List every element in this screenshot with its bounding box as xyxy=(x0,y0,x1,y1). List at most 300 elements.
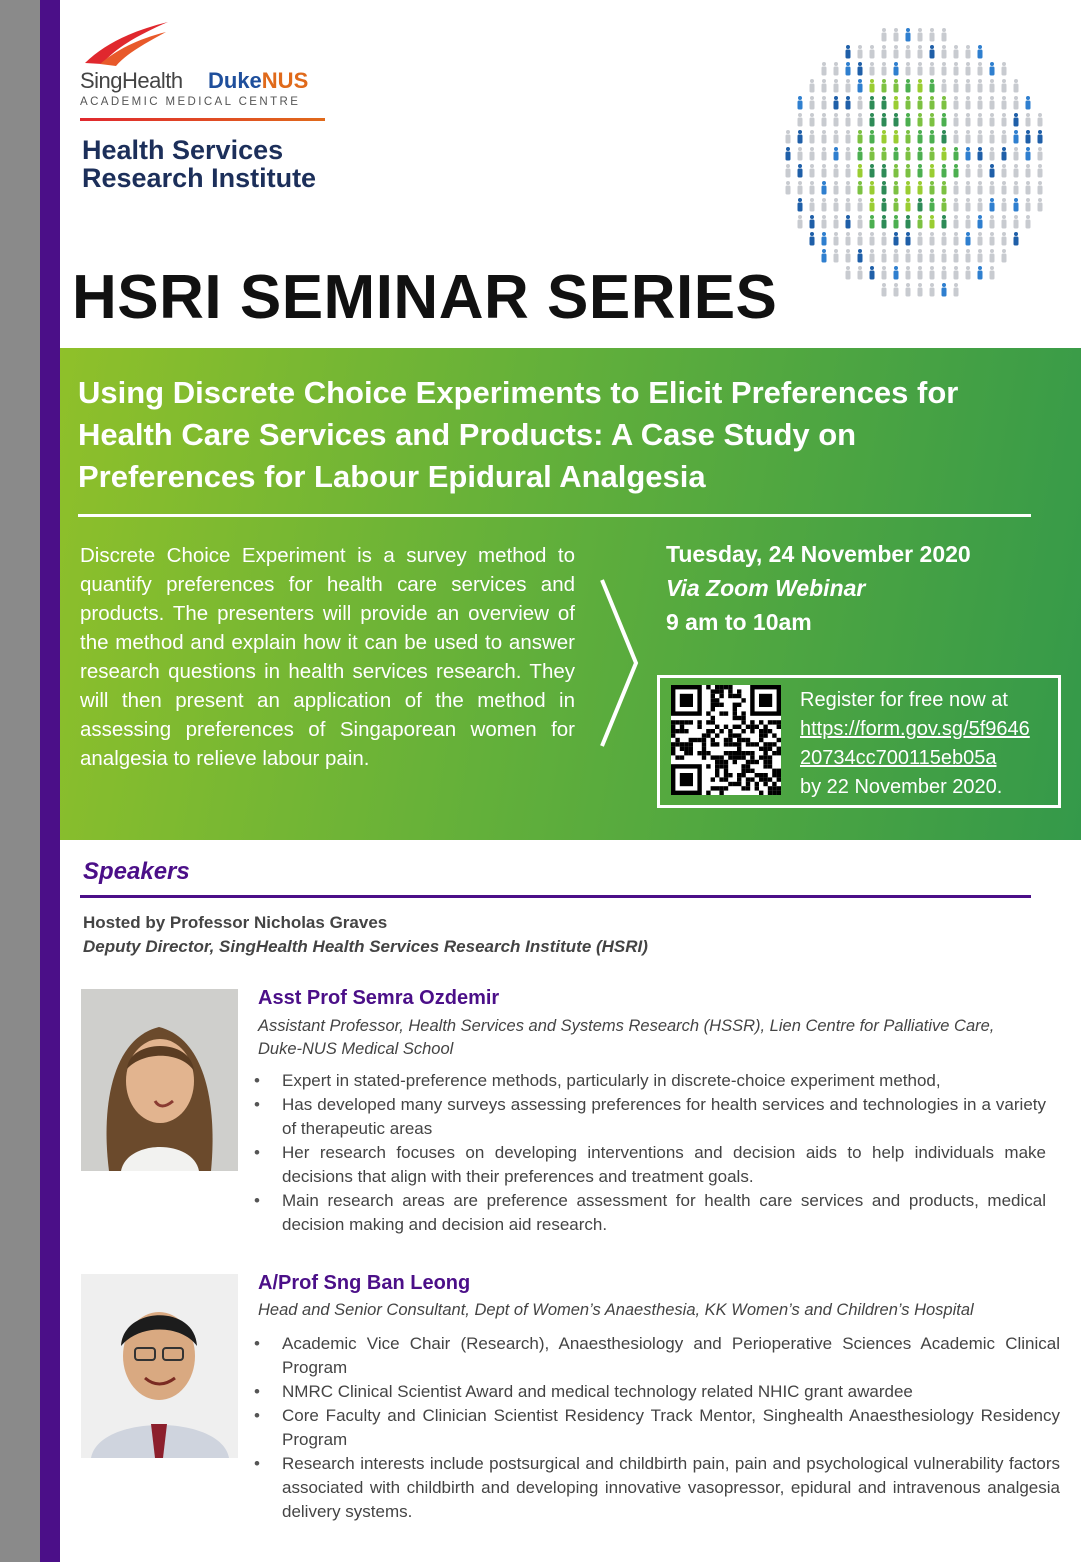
person-figure xyxy=(882,283,887,297)
person-figure xyxy=(918,215,923,229)
person-figure xyxy=(942,232,947,246)
person-figure xyxy=(846,249,851,263)
person-figure xyxy=(798,164,803,178)
person-figure xyxy=(858,232,863,246)
person-figure xyxy=(846,96,851,110)
person-figure xyxy=(954,181,959,195)
person-figure xyxy=(1002,164,1007,178)
speaker-bullets xyxy=(254,1332,1060,1524)
person-figure xyxy=(846,198,851,212)
person-figure xyxy=(906,164,911,178)
person-figure xyxy=(894,45,899,59)
person-figure xyxy=(882,164,887,178)
academic-medical-centre-label: ACADEMIC MEDICAL CENTRE xyxy=(80,96,301,108)
speakers-heading: Speakers xyxy=(83,858,190,885)
person-figure xyxy=(930,45,935,59)
person-figure xyxy=(834,130,839,144)
person-figure xyxy=(942,130,947,144)
person-figure xyxy=(810,147,815,161)
person-figure xyxy=(954,232,959,246)
person-figure xyxy=(906,79,911,93)
person-figure xyxy=(798,215,803,229)
person-figure xyxy=(918,45,923,59)
person-figure xyxy=(1002,249,1007,263)
person-figure xyxy=(894,113,899,127)
person-figure xyxy=(978,96,983,110)
person-figure xyxy=(978,45,983,59)
person-figure xyxy=(918,198,923,212)
person-figure xyxy=(870,232,875,246)
person-figure xyxy=(942,283,947,297)
person-figure xyxy=(870,79,875,93)
person-figure xyxy=(846,79,851,93)
person-figure xyxy=(834,147,839,161)
person-figure xyxy=(870,62,875,76)
people-circle-graphic xyxy=(780,22,1052,302)
person-figure xyxy=(846,164,851,178)
person-figure xyxy=(918,130,923,144)
person-figure xyxy=(1002,62,1007,76)
person-figure xyxy=(894,147,899,161)
person-figure xyxy=(990,79,995,93)
person-figure xyxy=(966,62,971,76)
person-figure xyxy=(882,96,887,110)
person-figure xyxy=(882,249,887,263)
person-figure xyxy=(882,266,887,280)
person-figure xyxy=(930,283,935,297)
person-figure xyxy=(930,215,935,229)
person-figure xyxy=(786,147,791,161)
person-figure xyxy=(918,249,923,263)
person-figure xyxy=(906,28,911,42)
person-figure xyxy=(906,147,911,161)
person-figure xyxy=(834,164,839,178)
person-figure xyxy=(978,113,983,127)
person-figure xyxy=(1026,113,1031,127)
person-figure xyxy=(906,62,911,76)
person-figure xyxy=(966,181,971,195)
person-figure xyxy=(822,113,827,127)
person-figure xyxy=(882,215,887,229)
person-figure xyxy=(978,79,983,93)
person-figure xyxy=(1014,232,1019,246)
person-figure xyxy=(810,232,815,246)
person-figure xyxy=(858,147,863,161)
person-figure xyxy=(990,62,995,76)
person-figure xyxy=(822,96,827,110)
person-figure xyxy=(906,215,911,229)
person-figure xyxy=(942,113,947,127)
person-figure xyxy=(858,181,863,195)
person-figure xyxy=(882,181,887,195)
chevron-right-icon xyxy=(596,576,642,750)
list-item: • Expert in stated-preference methods, particularly in discrete-choice experiment method, xyxy=(254,1069,1046,1093)
person-figure xyxy=(930,62,935,76)
person-figure xyxy=(930,130,935,144)
person-figure xyxy=(954,198,959,212)
person-figure xyxy=(942,266,947,280)
person-figure xyxy=(1026,147,1031,161)
person-figure xyxy=(798,198,803,212)
person-figure xyxy=(846,130,851,144)
person-figure xyxy=(786,181,791,195)
person-figure xyxy=(906,198,911,212)
person-figure xyxy=(930,96,935,110)
person-figure xyxy=(966,113,971,127)
person-figure xyxy=(918,283,923,297)
person-figure xyxy=(1026,215,1031,229)
person-figure xyxy=(882,62,887,76)
person-figure xyxy=(870,96,875,110)
person-figure xyxy=(858,164,863,178)
list-item: • Academic Vice Chair (Research), Anaesthesiology and Perioperative Sciences Academic Clinical Program xyxy=(254,1332,1060,1380)
person-figure xyxy=(1014,96,1019,110)
person-figure xyxy=(918,164,923,178)
person-figure xyxy=(870,147,875,161)
person-figure xyxy=(846,266,851,280)
person-figure xyxy=(870,249,875,263)
person-figure xyxy=(858,130,863,144)
speaker-name: A/Prof Sng Ban Leong xyxy=(258,1272,471,1294)
person-figure xyxy=(834,96,839,110)
person-figure xyxy=(930,249,935,263)
speaker-photo-ozdemir xyxy=(81,989,238,1171)
person-figure xyxy=(930,181,935,195)
person-figure xyxy=(1002,96,1007,110)
person-figure xyxy=(822,62,827,76)
person-figure xyxy=(966,215,971,229)
person-figure xyxy=(990,147,995,161)
person-figure xyxy=(1038,198,1043,212)
person-figure xyxy=(798,181,803,195)
person-figure xyxy=(990,113,995,127)
person-figure xyxy=(990,164,995,178)
person-figure xyxy=(942,79,947,93)
person-figure xyxy=(930,113,935,127)
person-figure xyxy=(942,181,947,195)
person-figure xyxy=(954,164,959,178)
speaker-role: Assistant Professor, Health Services and Systems Research (HSSR), Lien Centre for Palliative Care, Duke-NUS Medical School xyxy=(258,1017,995,1058)
person-figure xyxy=(966,45,971,59)
person-figure xyxy=(894,62,899,76)
register-link-part2[interactable]: 20734cc700115eb05a xyxy=(800,747,997,769)
person-figure xyxy=(918,232,923,246)
person-figure xyxy=(870,181,875,195)
person-figure xyxy=(954,249,959,263)
person-figure xyxy=(870,130,875,144)
person-figure xyxy=(894,249,899,263)
person-figure xyxy=(882,113,887,127)
person-figure xyxy=(930,164,935,178)
person-figure xyxy=(894,215,899,229)
person-figure xyxy=(846,45,851,59)
person-figure xyxy=(1038,181,1043,195)
person-figure xyxy=(810,113,815,127)
person-figure xyxy=(894,96,899,110)
person-figure xyxy=(918,113,923,127)
person-figure xyxy=(942,198,947,212)
person-figure xyxy=(810,96,815,110)
person-figure xyxy=(846,181,851,195)
person-figure xyxy=(1026,198,1031,212)
person-figure xyxy=(990,215,995,229)
person-figure xyxy=(966,164,971,178)
person-figure xyxy=(894,283,899,297)
person-figure xyxy=(798,130,803,144)
person-figure xyxy=(978,130,983,144)
person-figure xyxy=(942,215,947,229)
list-item: • NMRC Clinical Scientist Award and medical technology related NHIC grant awardee xyxy=(254,1380,1060,1404)
person-figure xyxy=(834,249,839,263)
person-figure xyxy=(810,164,815,178)
list-item: • Main research areas are preference assessment for health care services and products, medical decision making and decision aid research. xyxy=(254,1189,1046,1237)
list-item: • Her research focuses on developing interventions and decision aids to help individuals make decisions that align with their preferences and treatment goals. xyxy=(254,1141,1046,1189)
list-item: • Research interests include postsurgical and childbirth pain, pain and psychological vulnerability factors associated with childbirth and developing innovative vasopressor, epidural and intravenous analgesia delivery systems. xyxy=(254,1452,1060,1524)
person-figure xyxy=(918,181,923,195)
person-figure xyxy=(990,266,995,280)
qr-code-icon[interactable] xyxy=(671,685,781,795)
person-figure xyxy=(858,249,863,263)
person-figure xyxy=(822,249,827,263)
person-figure xyxy=(1002,215,1007,229)
event-venue: Via Zoom Webinar xyxy=(666,575,866,601)
person-figure xyxy=(978,147,983,161)
person-figure xyxy=(1026,164,1031,178)
person-figure xyxy=(1014,164,1019,178)
singhealth-swoosh-logo xyxy=(80,18,170,68)
person-figure xyxy=(954,96,959,110)
person-figure xyxy=(930,198,935,212)
person-figure xyxy=(798,96,803,110)
person-figure xyxy=(918,28,923,42)
person-figure xyxy=(1026,181,1031,195)
person-figure xyxy=(930,147,935,161)
person-figure xyxy=(942,28,947,42)
singhealth-wordmark: SingHealth xyxy=(80,68,183,93)
person-figure xyxy=(978,249,983,263)
person-figure xyxy=(810,130,815,144)
person-figure xyxy=(930,79,935,93)
person-figure xyxy=(966,232,971,246)
event-time: 9 am to 10am xyxy=(666,609,812,635)
person-figure xyxy=(1038,113,1043,127)
person-figure xyxy=(870,215,875,229)
person-figure xyxy=(966,96,971,110)
institute-name: Health Services Research Institute xyxy=(82,135,317,193)
person-figure xyxy=(930,232,935,246)
person-figure xyxy=(954,147,959,161)
person-figure xyxy=(1002,147,1007,161)
person-figure xyxy=(798,113,803,127)
person-figure xyxy=(1038,147,1043,161)
person-figure xyxy=(846,147,851,161)
person-figure xyxy=(918,62,923,76)
person-figure xyxy=(954,79,959,93)
person-figure xyxy=(882,232,887,246)
left-purple-stripe xyxy=(40,0,60,1562)
person-figure xyxy=(1038,164,1043,178)
person-figure xyxy=(858,79,863,93)
person-figure xyxy=(906,113,911,127)
band-divider xyxy=(78,514,1031,517)
list-item: • Has developed many surveys assessing preferences for health services and technologies in a variety of therapeutic areas xyxy=(254,1093,1046,1141)
person-figure xyxy=(990,96,995,110)
person-figure xyxy=(990,181,995,195)
person-figure xyxy=(966,266,971,280)
person-figure xyxy=(834,181,839,195)
person-figure xyxy=(870,45,875,59)
speaker-role: Head and Senior Consultant, Dept of Women’s Anaesthesia, KK Women’s and Children’s Hospital xyxy=(258,1301,974,1319)
registration-info xyxy=(800,686,1056,802)
person-figure xyxy=(990,232,995,246)
person-figure xyxy=(954,283,959,297)
speaker-bullets xyxy=(254,1069,1046,1237)
person-figure xyxy=(870,266,875,280)
person-figure xyxy=(834,113,839,127)
event-date: Tuesday, 24 November 2020 xyxy=(666,541,971,567)
person-figure xyxy=(846,113,851,127)
person-figure xyxy=(822,130,827,144)
person-figure xyxy=(1002,130,1007,144)
person-figure xyxy=(894,232,899,246)
person-figure xyxy=(894,266,899,280)
person-figure xyxy=(1014,130,1019,144)
person-figure xyxy=(954,130,959,144)
person-figure xyxy=(882,130,887,144)
person-figure xyxy=(1014,79,1019,93)
person-figure xyxy=(942,147,947,161)
person-figure xyxy=(990,249,995,263)
person-figure xyxy=(978,164,983,178)
person-figure xyxy=(978,181,983,195)
person-figure xyxy=(786,164,791,178)
person-figure xyxy=(822,215,827,229)
person-figure xyxy=(918,96,923,110)
person-figure xyxy=(810,79,815,93)
person-figure xyxy=(978,232,983,246)
person-figure xyxy=(846,232,851,246)
person-figure xyxy=(954,113,959,127)
person-figure xyxy=(978,62,983,76)
person-figure xyxy=(882,45,887,59)
logo-divider xyxy=(80,118,325,121)
person-figure xyxy=(966,198,971,212)
person-figure xyxy=(1038,130,1043,144)
seminar-topic: Using Discrete Choice Experiments to Elicit Preferences for Health Care Services and Products: A Case Study on Preferences for Labour Epidural Analgesia xyxy=(78,375,959,494)
person-figure xyxy=(858,266,863,280)
person-figure xyxy=(990,130,995,144)
register-link-part1[interactable]: https://form.gov.sg/5f9646 xyxy=(800,718,1030,740)
person-figure xyxy=(906,266,911,280)
person-figure xyxy=(978,266,983,280)
person-figure xyxy=(966,79,971,93)
person-figure xyxy=(1014,215,1019,229)
person-figure xyxy=(1002,232,1007,246)
person-figure xyxy=(942,45,947,59)
person-figure xyxy=(930,266,935,280)
register-deadline: by 22 November 2020. xyxy=(800,776,1003,798)
person-figure xyxy=(834,215,839,229)
person-figure xyxy=(1014,147,1019,161)
person-figure xyxy=(870,164,875,178)
person-figure xyxy=(858,62,863,76)
person-figure xyxy=(978,198,983,212)
person-figure xyxy=(894,130,899,144)
person-figure xyxy=(942,249,947,263)
person-figure xyxy=(822,181,827,195)
page-title: HSRI SEMINAR SERIES xyxy=(72,263,778,332)
person-figure xyxy=(858,45,863,59)
person-figure xyxy=(1002,181,1007,195)
person-figure xyxy=(882,28,887,42)
person-figure xyxy=(882,198,887,212)
person-figure xyxy=(1014,198,1019,212)
dukenus-wordmark: DukeNUS xyxy=(208,68,309,93)
left-gray-stripe xyxy=(0,0,40,1562)
person-figure xyxy=(870,113,875,127)
person-figure xyxy=(906,96,911,110)
person-figure xyxy=(930,28,935,42)
person-figure xyxy=(810,181,815,195)
person-figure xyxy=(918,266,923,280)
person-figure xyxy=(894,181,899,195)
person-figure xyxy=(798,147,803,161)
person-figure xyxy=(906,232,911,246)
person-figure xyxy=(966,249,971,263)
seminar-description: Discrete Choice Experiment is a survey method to quantify preferences for health care services and products. The presenters will provide an overview of the method and explain how it can be used to answer research questions in health services research. They will then present an application of the method in assessing preferences of Singaporean women for analgesia to relieve labour pain. xyxy=(80,544,575,770)
person-figure xyxy=(846,215,851,229)
person-figure xyxy=(894,79,899,93)
person-figure xyxy=(990,198,995,212)
person-figure xyxy=(906,181,911,195)
person-figure xyxy=(894,198,899,212)
person-figure xyxy=(882,79,887,93)
person-figure xyxy=(882,147,887,161)
person-figure xyxy=(1002,79,1007,93)
person-figure xyxy=(810,198,815,212)
person-figure xyxy=(1002,198,1007,212)
person-figure xyxy=(846,62,851,76)
person-figure xyxy=(822,198,827,212)
person-figure xyxy=(906,283,911,297)
person-figure xyxy=(1014,113,1019,127)
person-figure xyxy=(834,232,839,246)
person-figure xyxy=(822,164,827,178)
person-figure xyxy=(942,62,947,76)
host-name: Hosted by Professor Nicholas Graves xyxy=(83,913,388,932)
person-figure xyxy=(978,215,983,229)
person-figure xyxy=(834,62,839,76)
speakers-divider xyxy=(80,895,1031,898)
person-figure xyxy=(954,45,959,59)
person-figure xyxy=(906,249,911,263)
person-figure xyxy=(834,79,839,93)
person-figure xyxy=(786,130,791,144)
person-figure xyxy=(1002,113,1007,127)
speaker-photo-sng xyxy=(81,1274,238,1458)
person-figure xyxy=(954,266,959,280)
person-figure xyxy=(870,198,875,212)
person-figure xyxy=(1026,96,1031,110)
speaker-name: Asst Prof Semra Ozdemir xyxy=(258,987,500,1009)
person-figure xyxy=(954,215,959,229)
person-figure xyxy=(858,113,863,127)
person-figure xyxy=(906,45,911,59)
host-title: Deputy Director, SingHealth Health Services Research Institute (HSRI) xyxy=(83,937,648,956)
person-figure xyxy=(1014,181,1019,195)
person-figure xyxy=(966,147,971,161)
person-figure xyxy=(858,198,863,212)
